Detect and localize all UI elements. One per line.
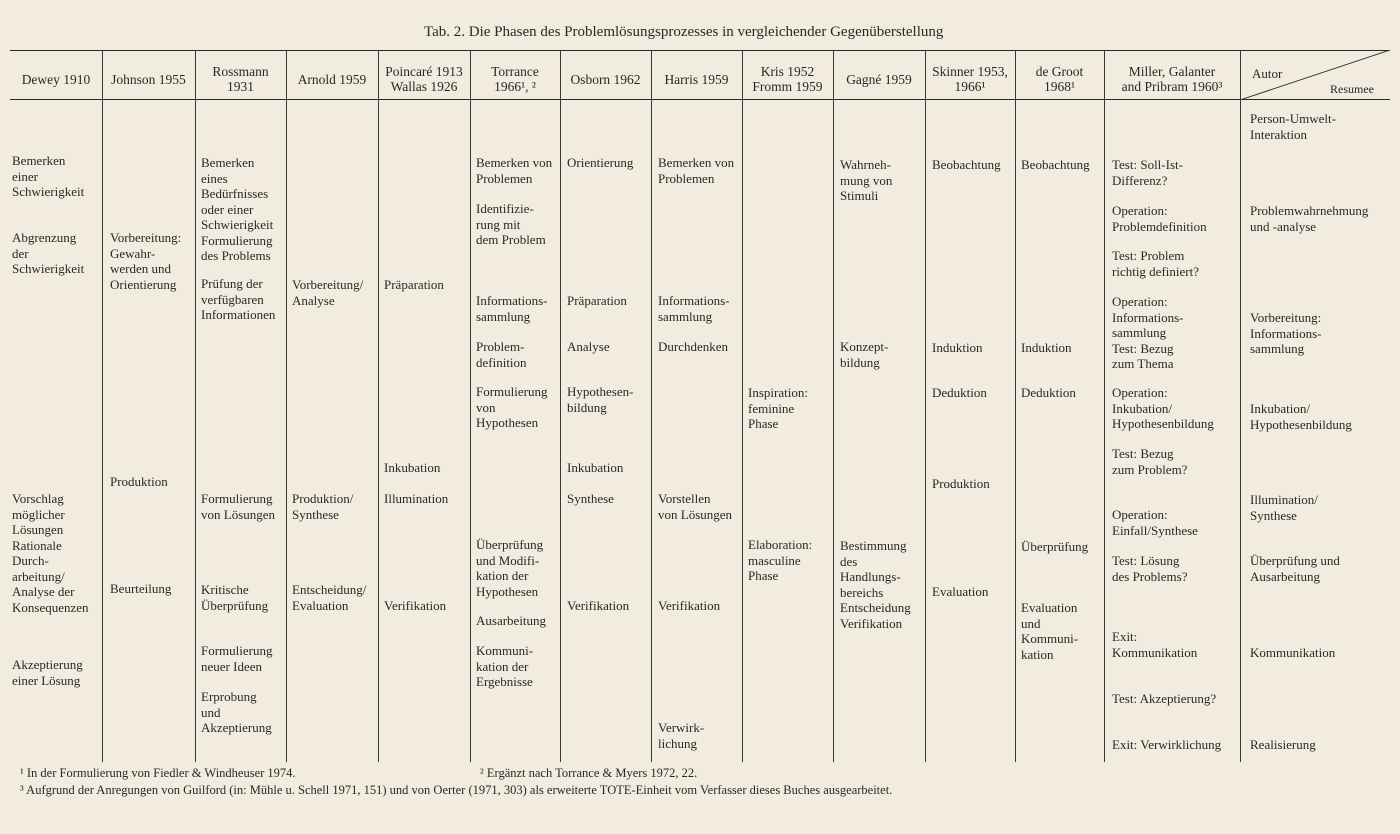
torrance-entry: Kommuni- kation der Ergebnisse [476, 643, 534, 689]
miller-entry: Test: Akzeptierung? [1112, 691, 1217, 706]
dewey-entry: Bemerken einer Schwierigkeit [12, 153, 85, 199]
column-rule [1104, 50, 1105, 762]
harris-entry: Informations- sammlung [658, 293, 730, 324]
poincare-entry: Präparation [384, 277, 444, 292]
degroot-entry: Induktion [1021, 340, 1072, 355]
column-rule [102, 50, 103, 762]
harris-entry: Verwirk- lichung [658, 720, 705, 751]
osborn-entry: Orientierung [567, 155, 634, 170]
resumee-entry: Überprüfung und Ausarbeitung [1250, 553, 1340, 584]
arnold-entry: Entscheidung/ Evaluation [292, 582, 367, 613]
kris-entry: Elaboration: masculine Phase [748, 537, 813, 583]
dewey-entry: Akzeptierung einer Lösung [12, 657, 83, 688]
torrance-entry: Problem- definition [476, 339, 527, 370]
poincare-entry: Verifikation [384, 598, 447, 613]
column-rule [286, 50, 287, 762]
rossmann-entry: Formulierung neuer Ideen [201, 643, 273, 674]
torrance-entry: Ausarbeitung [476, 613, 547, 628]
column-rule [833, 50, 834, 762]
header-de-groot: de Groot 1968¹ [1035, 64, 1084, 94]
arnold-entry: Vorbereitung/ Analyse [292, 277, 364, 308]
harris-entry: Vorstellen von Lösungen [658, 491, 733, 522]
johnson-entry: Produktion [110, 474, 168, 489]
skinner-entry: Evaluation [932, 584, 989, 599]
osborn-entry: Präparation [567, 293, 627, 308]
header-poincare-wallas: Poincaré 1913 Wallas 1926 [385, 64, 463, 94]
header-rossmann: Rossmann 1931 [212, 64, 269, 94]
osborn-entry: Inkubation [567, 460, 624, 475]
arnold-entry: Produktion/ Synthese [292, 491, 354, 522]
dewey-entry: Vorschlag möglicher Lösungen Rationale Durch- arbeitung/ Analyse der Konsequenzen [12, 491, 89, 615]
miller-entry: Test: Soll-Ist- Differenz? [1112, 157, 1183, 188]
johnson-entry: Vorbereitung: Gewahr- werden und Orientierung [110, 230, 182, 292]
resumee-entry: Realisierung [1250, 737, 1316, 752]
corner-autor-label: Autor [1252, 66, 1283, 81]
header-osborn: Osborn 1962 [570, 72, 641, 87]
miller-entry: Operation: Inkubation/ Hypothesenbildung [1112, 385, 1214, 431]
column-rule [925, 50, 926, 762]
header-arnold: Arnold 1959 [297, 72, 367, 87]
skinner-entry: Induktion [932, 340, 983, 355]
resumee-entry: Illumination/ Synthese [1250, 492, 1318, 523]
skinner-entry: Beobachtung [932, 157, 1001, 172]
osborn-entry: Analyse [567, 339, 610, 354]
osborn-entry: Verifikation [567, 598, 630, 613]
degroot-entry: Überprüfung [1021, 539, 1089, 554]
torrance-entry: Formulierung von Hypothesen [476, 384, 548, 430]
column-rule [470, 50, 471, 762]
column-rule [742, 50, 743, 762]
harris-entry: Bemerken von Problemen [658, 155, 735, 186]
harris-entry: Durchdenken [658, 339, 729, 354]
column-rule [1015, 50, 1016, 762]
resumee-entry: Vorbereitung: Informations- sammlung [1250, 310, 1322, 356]
table-title: Tab. 2. Die Phasen des Problemlösungsprozesses in vergleichender Gegenüberstellung [424, 24, 944, 40]
osborn-entry: Synthese [567, 491, 614, 506]
johnson-entry: Beurteilung [110, 581, 172, 596]
rossmann-entry: Erprobung und Akzeptierung [201, 689, 272, 735]
torrance-entry: Informations- sammlung [476, 293, 548, 324]
skinner-entry: Produktion [932, 476, 990, 491]
column-rule [195, 50, 196, 762]
miller-entry: Exit: Verwirklichung [1112, 737, 1222, 752]
header-gagne: Gagné 1959 [846, 72, 912, 87]
degroot-entry: Beobachtung [1021, 157, 1090, 172]
top-rule [10, 50, 1390, 51]
corner-resumee-label: Resumee [1330, 82, 1374, 96]
header-rule [10, 99, 1390, 100]
header-dewey: Dewey 1910 [21, 72, 91, 87]
miller-entry: Exit: Kommunikation [1112, 629, 1198, 660]
poincare-entry: Illumination [384, 491, 449, 506]
harris-entry: Verifikation [658, 598, 721, 613]
skinner-entry: Deduktion [932, 385, 987, 400]
degroot-entry: Deduktion [1021, 385, 1076, 400]
rossmann-entry: Bemerken eines Bedürfnisses oder einer Schwierigkeit Formulierung des Problems [201, 155, 274, 263]
rossmann-entry: Kritische Überprüfung [201, 582, 269, 613]
miller-entry: Test: Problem richtig definiert? [1112, 248, 1199, 279]
rossmann-entry: Prüfung der verfügbaren Informationen [201, 276, 276, 322]
miller-entry: Test: Bezug zum Problem? [1112, 446, 1188, 477]
footnote-2: ² Ergänzt nach Torrance & Myers 1972, 22. [480, 766, 698, 780]
header-harris: Harris 1959 [664, 72, 729, 87]
osborn-entry: Hypothesen- bildung [567, 384, 634, 415]
column-rule [560, 50, 561, 762]
header-johnson: Johnson 1955 [111, 72, 186, 87]
column-rule [651, 50, 652, 762]
gagne-entry: Wahrneh- mung von Stimuli [840, 157, 893, 203]
poincare-entry: Inkubation [384, 460, 441, 475]
torrance-entry: Identifizie- rung mit dem Problem [476, 201, 546, 247]
miller-entry: Test: Lösung des Problems? [1112, 553, 1188, 584]
header-miller-galanter-pribram: Miller, Galanter and Pribram 1960³ [1121, 64, 1223, 94]
resumee-entry: Kommunikation [1250, 645, 1336, 660]
rossmann-entry: Formulierung von Lösungen [201, 491, 276, 522]
footnote-1: ¹ In der Formulierung von Fiedler & Windheuser 1974. [20, 766, 296, 780]
degroot-entry: Evaluation und Kommuni- kation [1021, 600, 1079, 662]
column-rule [1240, 50, 1241, 762]
header-torrance: Torrance 1966¹, ² [491, 64, 539, 94]
header-skinner: Skinner 1953, 1966¹ [932, 64, 1008, 94]
kris-entry: Inspiration: feminine Phase [748, 385, 808, 431]
miller-entry: Operation: Problemdefinition [1112, 203, 1207, 234]
miller-entry: Operation: Einfall/Synthese [1112, 507, 1198, 538]
torrance-entry: Überprüfung und Modifi- kation der Hypothesen [476, 537, 544, 599]
miller-entry: Operation: Informations- sammlung Test: Bezug zum Thema [1112, 294, 1184, 371]
gagne-entry: Bestimmung des Handlungs- bereichs Entscheidung Verifikation [840, 538, 911, 631]
torrance-entry: Bemerken von Problemen [476, 155, 553, 186]
header-kris-fromm: Kris 1952 Fromm 1959 [752, 64, 823, 94]
dewey-entry: Abgrenzung der Schwierigkeit [12, 230, 85, 276]
resumee-entry: Problemwahrnehmung und -analyse [1250, 203, 1369, 234]
resumee-entry: Person-Umwelt- Interaktion [1250, 111, 1336, 142]
footnote-3: ³ Aufgrund der Anregungen von Guilford (in: Mühle u. Schell 1971, 151) und von Oerter (1971, 303) als erweiterte TOTE-Einheit vom Verfasser dieses Buches ausgearbeitet. [20, 783, 893, 797]
column-rule [378, 50, 379, 762]
resumee-entry: Inkubation/ Hypothesenbildung [1250, 401, 1352, 432]
gagne-entry: Konzept- bildung [840, 339, 889, 370]
